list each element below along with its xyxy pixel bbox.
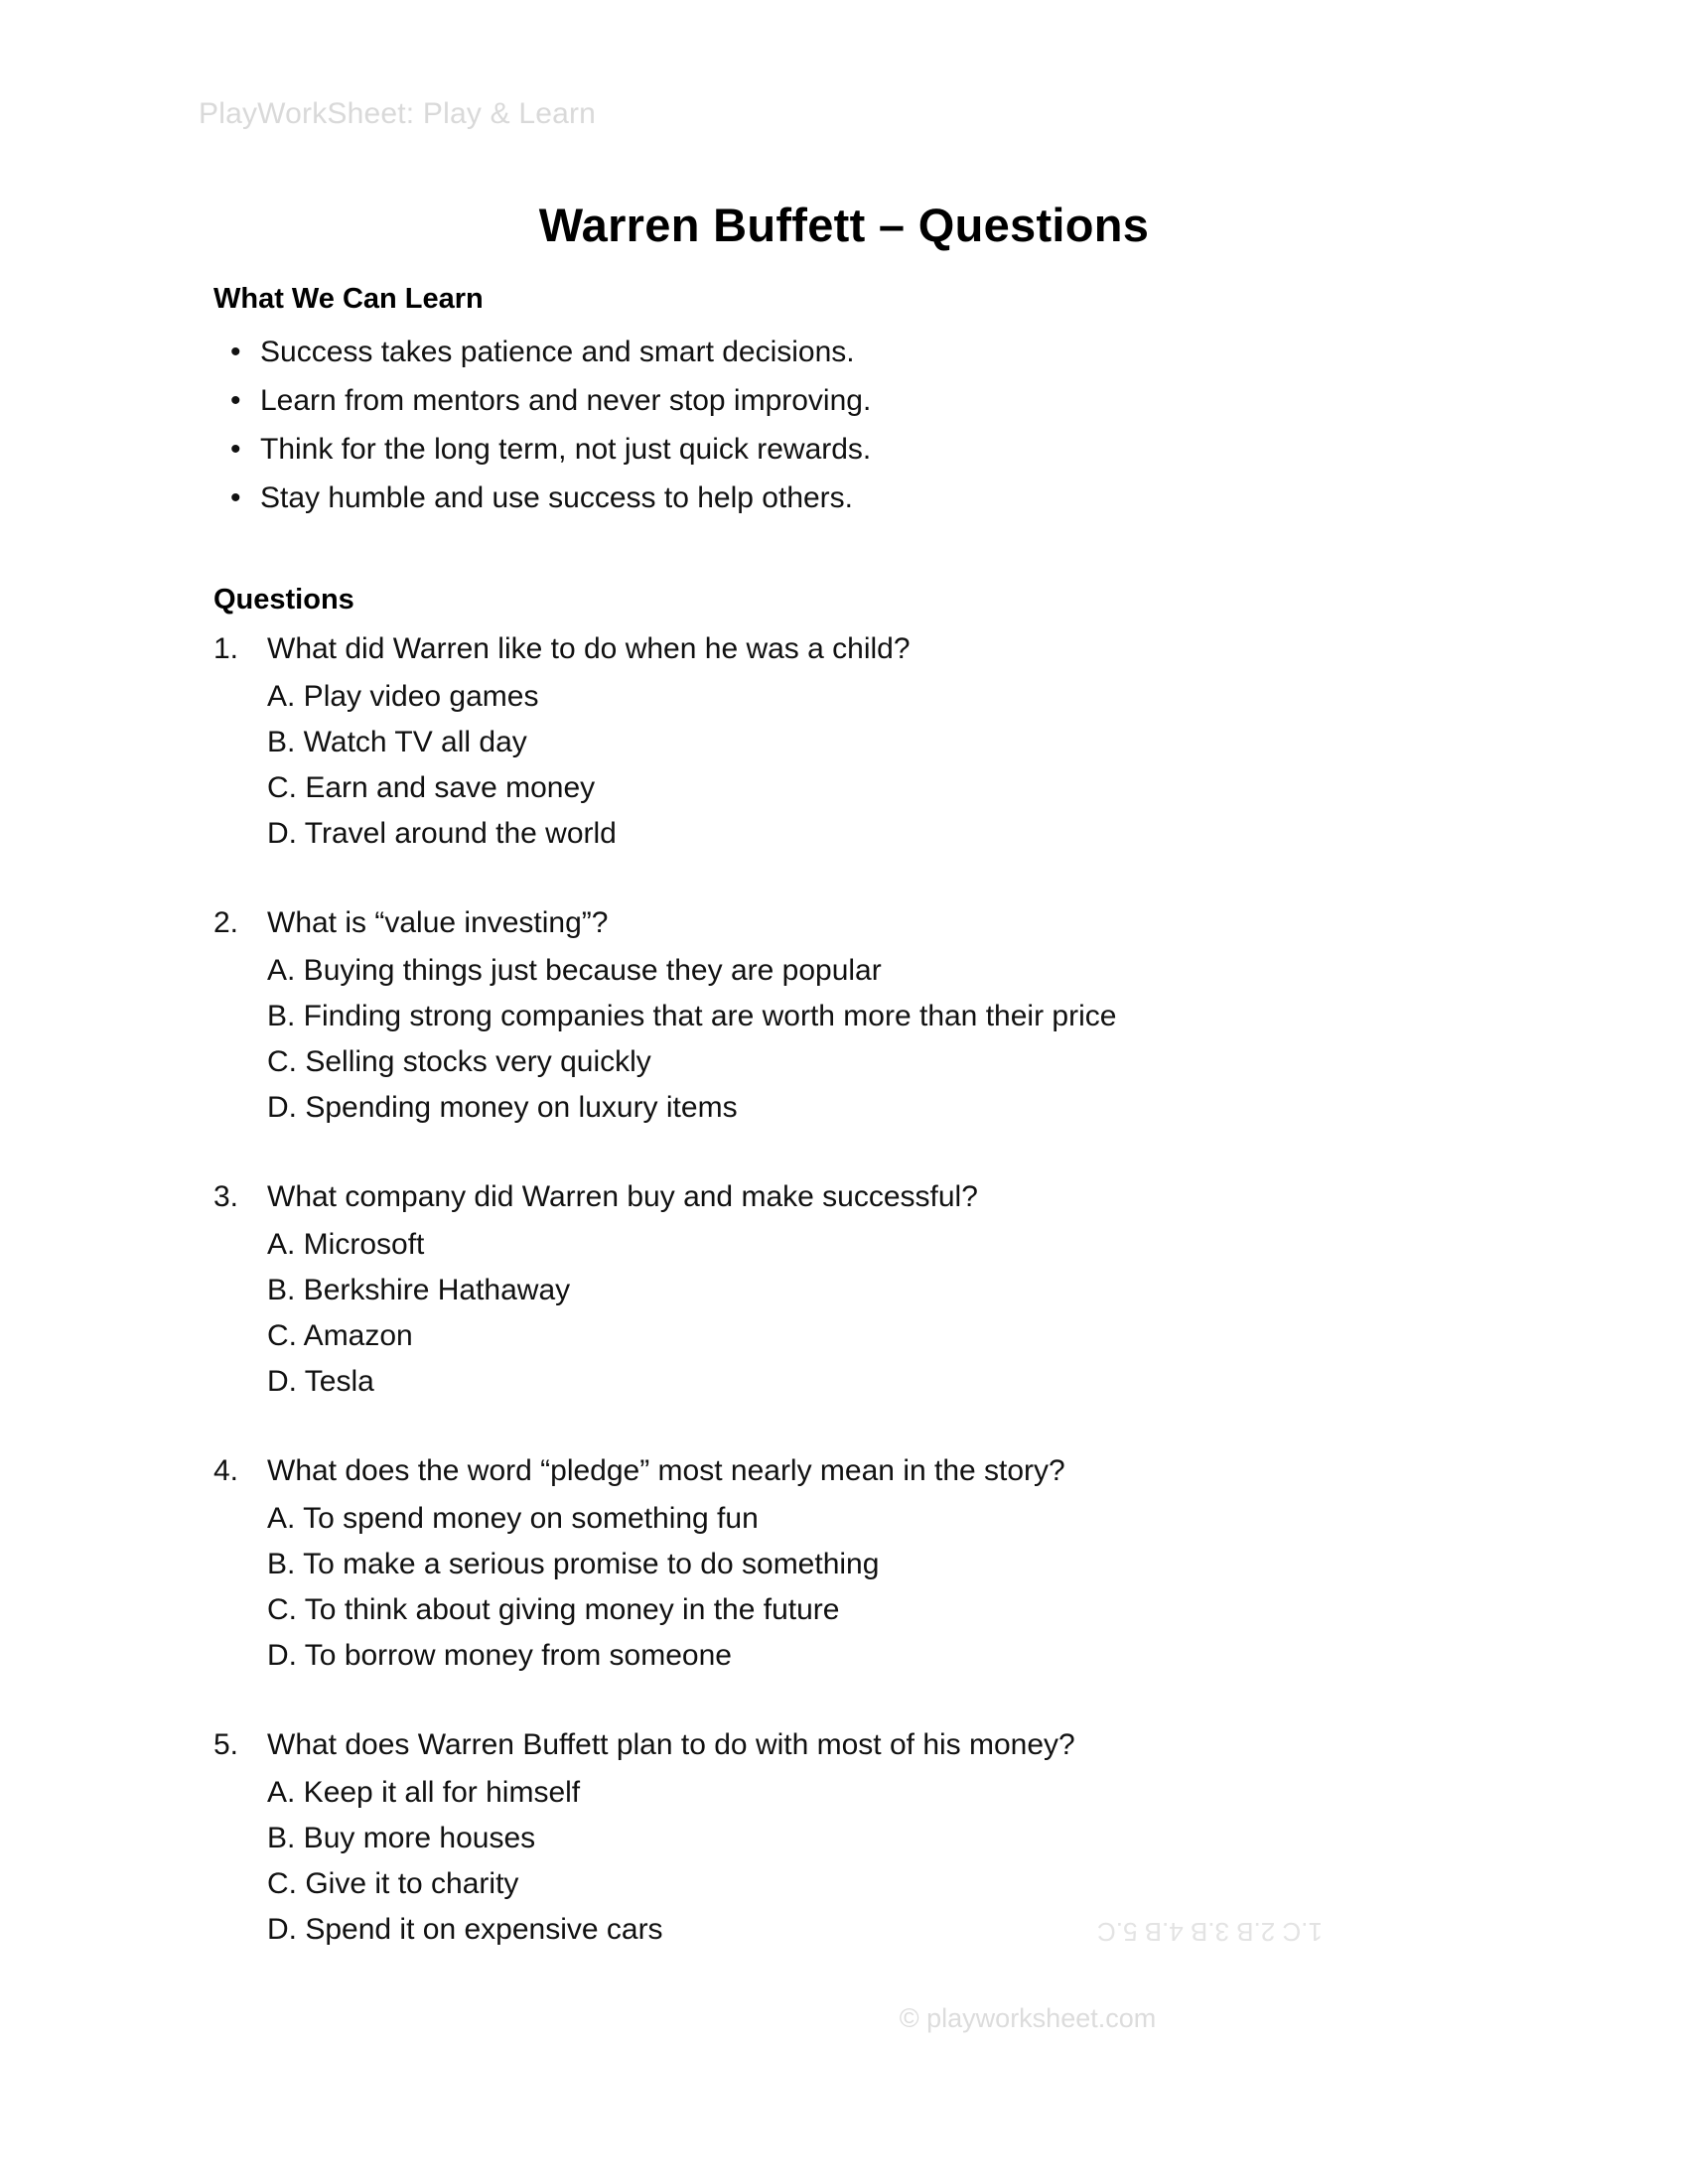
option-list	[213, 948, 1524, 1131]
question-number: 1.	[213, 632, 239, 665]
option-item[interactable]: C. To think about giving money in the future	[267, 1593, 840, 1626]
question-block	[213, 898, 1524, 1131]
bullet-icon: •	[230, 384, 241, 417]
option-list	[213, 1770, 1524, 1953]
bullet-icon: •	[230, 336, 241, 368]
option-list	[213, 674, 1524, 857]
question-text: What does Warren Buffett plan to do with most of his money?	[267, 1728, 1075, 1761]
question-block	[213, 624, 1524, 857]
brand-header: PlayWorkSheet: Play & Learn	[199, 97, 597, 130]
option-item[interactable]: D. Tesla	[267, 1365, 374, 1398]
list-item	[213, 425, 1524, 474]
learn-section-heading: What We Can Learn	[213, 283, 484, 315]
footer	[0, 2003, 1688, 2034]
question-prompt	[213, 1720, 1524, 1770]
question-number: 4.	[213, 1454, 239, 1487]
option-item[interactable]: B. Buy more houses	[267, 1822, 536, 1854]
option-item[interactable]: B. Berkshire Hathaway	[267, 1274, 571, 1306]
section-spacer	[213, 522, 1524, 584]
question-number: 2.	[213, 906, 239, 939]
list-item	[213, 474, 1524, 522]
question-text: What company did Warren buy and make successful?	[267, 1180, 978, 1213]
option-item[interactable]: C. Amazon	[267, 1319, 413, 1352]
question-text: What did Warren like to do when he was a child?	[267, 632, 911, 665]
option-item[interactable]: A. To spend money on something fun	[267, 1502, 759, 1535]
option-list	[213, 1222, 1524, 1405]
learn-item-label: Success takes patience and smart decisions.	[260, 336, 855, 368]
question-block	[213, 1446, 1524, 1679]
option-item[interactable]: D. Spending money on luxury items	[267, 1091, 738, 1124]
bullet-icon: •	[230, 433, 241, 466]
question-number: 5.	[213, 1728, 239, 1761]
option-item[interactable]: B. To make a serious promise to do something	[267, 1548, 880, 1580]
question-prompt	[213, 1446, 1524, 1496]
question-prompt	[213, 1172, 1524, 1222]
learn-item-label: Stay humble and use success to help others.	[260, 481, 854, 514]
question-number: 3.	[213, 1180, 239, 1213]
bullet-icon: •	[230, 481, 241, 514]
question-text: What does the word “pledge” most nearly mean in the story?	[267, 1454, 1065, 1487]
learn-list	[213, 328, 1524, 522]
answer-key	[872, 1885, 1323, 1947]
option-item[interactable]: B. Watch TV all day	[267, 726, 527, 758]
option-item[interactable]: C. Earn and save money	[267, 771, 596, 804]
list-item	[213, 376, 1524, 425]
worksheet-content	[213, 283, 1524, 1994]
question-prompt	[213, 898, 1524, 948]
option-item[interactable]: B. Finding strong companies that are worth more than their price	[267, 1000, 1117, 1032]
question-block	[213, 1720, 1524, 1953]
question-block	[213, 1172, 1524, 1405]
option-item[interactable]: A. Keep it all for himself	[267, 1776, 581, 1809]
option-item[interactable]: A. Play video games	[267, 680, 539, 713]
learn-item-label: Learn from mentors and never stop improving.	[260, 384, 872, 417]
questions-section-heading: Questions	[213, 584, 354, 615]
list-item	[213, 328, 1524, 376]
option-item[interactable]: A. Microsoft	[267, 1228, 425, 1261]
question-prompt	[213, 624, 1524, 674]
question-text: What is “value investing”?	[267, 906, 609, 939]
option-list	[213, 1496, 1524, 1679]
option-item[interactable]: D. Travel around the world	[267, 817, 617, 850]
option-item[interactable]: D. To borrow money from someone	[267, 1639, 732, 1672]
option-item[interactable]: C. Give it to charity	[267, 1867, 519, 1900]
answer-key-text: 1.C 2.B 3.B 4.B 5.C	[1097, 1917, 1323, 1947]
option-item[interactable]: A. Buying things just because they are popular	[267, 954, 882, 987]
learn-item-label: Think for the long term, not just quick rewards.	[260, 433, 872, 466]
option-item[interactable]: D. Spend it on expensive cars	[267, 1913, 663, 1946]
option-item[interactable]: C. Selling stocks very quickly	[267, 1045, 651, 1078]
page-title: Warren Buffett – Questions	[538, 199, 1150, 252]
footer-text: © playworksheet.com	[899, 2003, 1157, 2033]
